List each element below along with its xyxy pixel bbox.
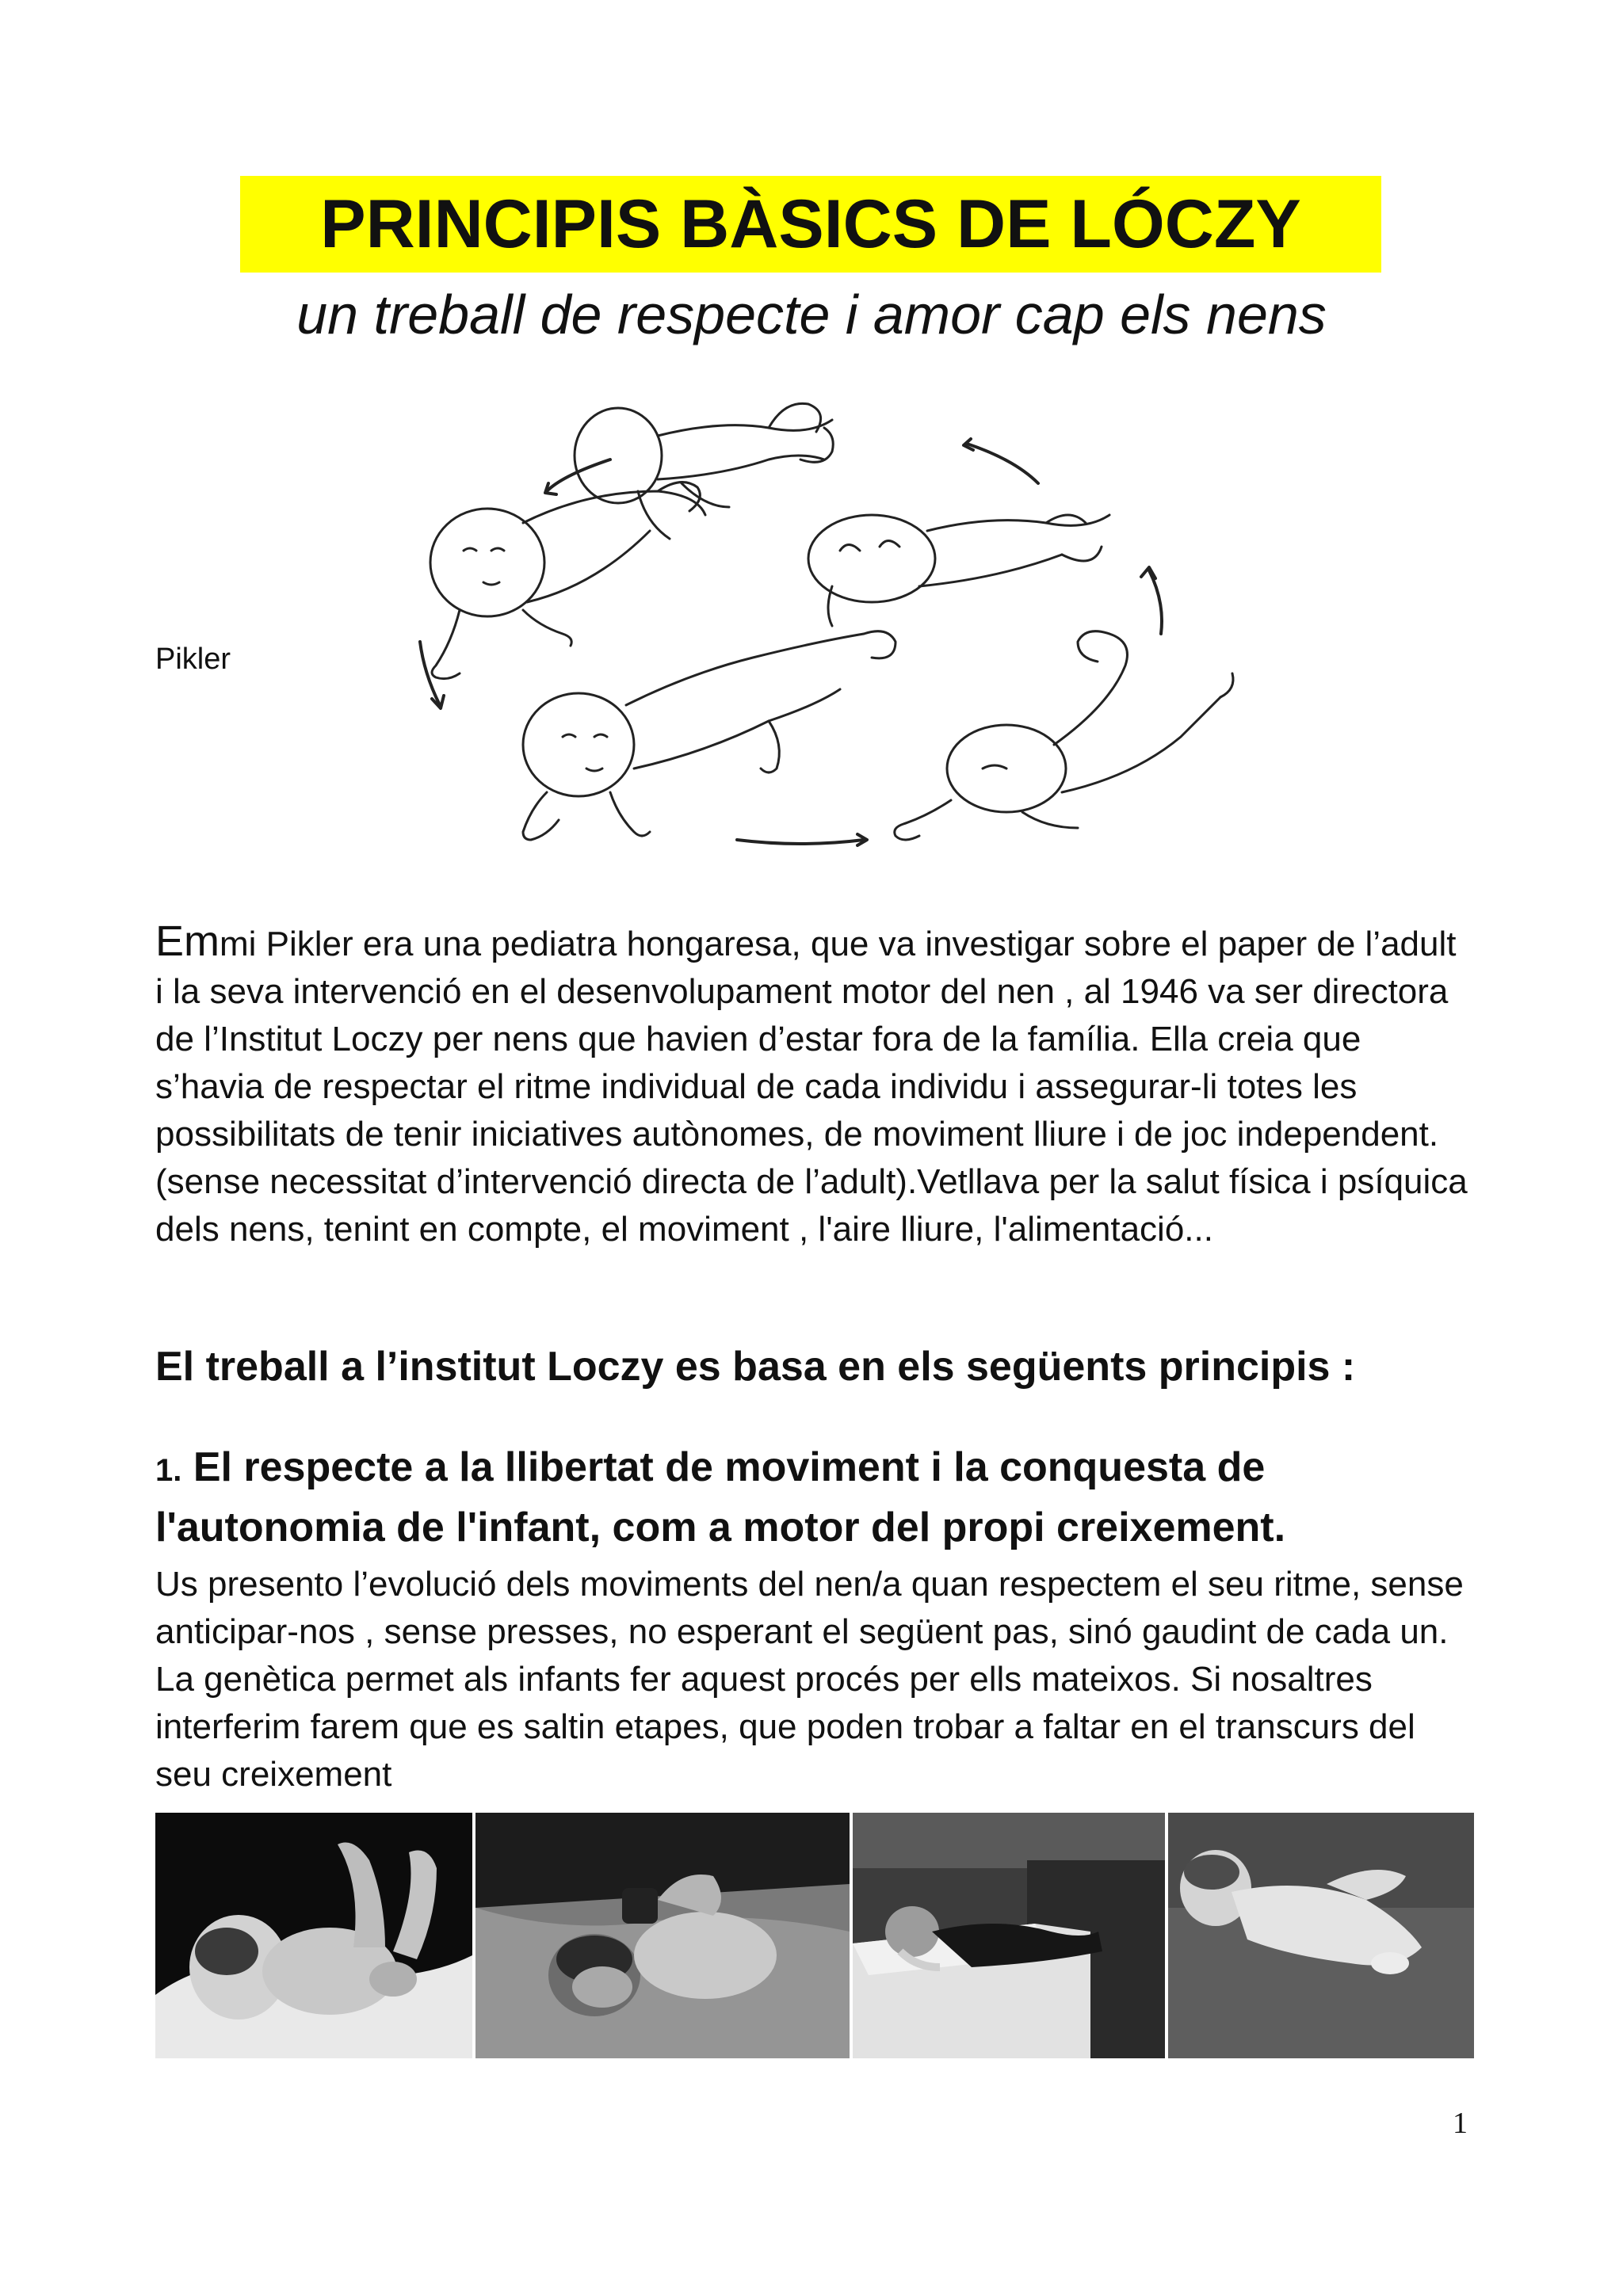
- intro-paragraph: [155, 917, 1471, 1253]
- intro-text: mi Pikler era una pediatra hongaresa, que va investigar sobre el paper de l’adult i la seva intervenció en el desenvolupament motor del nen , al 1946 va ser directora de l’Institut Loczy per nens que havien d’estar fora de la família. Ella creia que s’havia de respectar el ritme individual de cada individu i assegurar-li totes les possibilitats de tenir iniciatives autònomes, de moviment lliure i de joc independent.(sense necessitat d’intervenció directa de l’adult).Vetllava per la salut física i psíquica dels nens, tenint en compte, el moviment , l'aire lliure, l'alimentació...: [155, 925, 1468, 1249]
- baby-crawling-on-platform-photo: [853, 1813, 1165, 2058]
- principles-heading: El treball a l’institut Loczy es basa en els següents principis :: [155, 1344, 1356, 1390]
- principle-1-body: Us presento l’evolució dels moviments del nen/a quan respectem el seu ritme, sense anticipar-nos , sense presses, no esperant el següent pas, sinó gaudint de cada un. La genètica permet als infants fer aquest procés per ells mateixos. Si nosaltres interferim farem que es saltin etapes, que poden trobar a faltar en el transcurs del seu creixement: [155, 1565, 1464, 1794]
- principle-1-title: [155, 1439, 1471, 1556]
- principle-1-title-text: El respecte a la llibertat de moviment i la conquesta de l'autonomia de l'infant, com a motor del propi creixement.: [155, 1444, 1286, 1550]
- baby-figure-2: [575, 403, 833, 539]
- intro-dropcap: Em: [155, 917, 220, 965]
- baby-lying-on-side-photo: [1168, 1813, 1474, 2058]
- baby-movement-cycle-illustration: [325, 372, 1308, 864]
- cycle-arrows: [420, 439, 1162, 845]
- principle-1-number: 1.: [155, 1453, 182, 1488]
- page-subtitle: un treball de respecte i amor cap els nens: [296, 284, 1327, 345]
- illustration-caption: Pikler: [155, 643, 231, 676]
- baby-figure-1: [430, 482, 705, 679]
- baby-figure-5: [895, 631, 1233, 840]
- baby-figure-3: [808, 515, 1109, 626]
- page-number: 1: [1453, 2107, 1468, 2140]
- photo-strip: [155, 1813, 1474, 2058]
- baby-on-back-photo: [155, 1813, 472, 2058]
- baby-figure-4: [523, 631, 896, 840]
- baby-playing-on-back-photo: [475, 1813, 850, 2058]
- page-title: PRINCIPIS BÀSICS DE LÓCZY: [240, 176, 1381, 273]
